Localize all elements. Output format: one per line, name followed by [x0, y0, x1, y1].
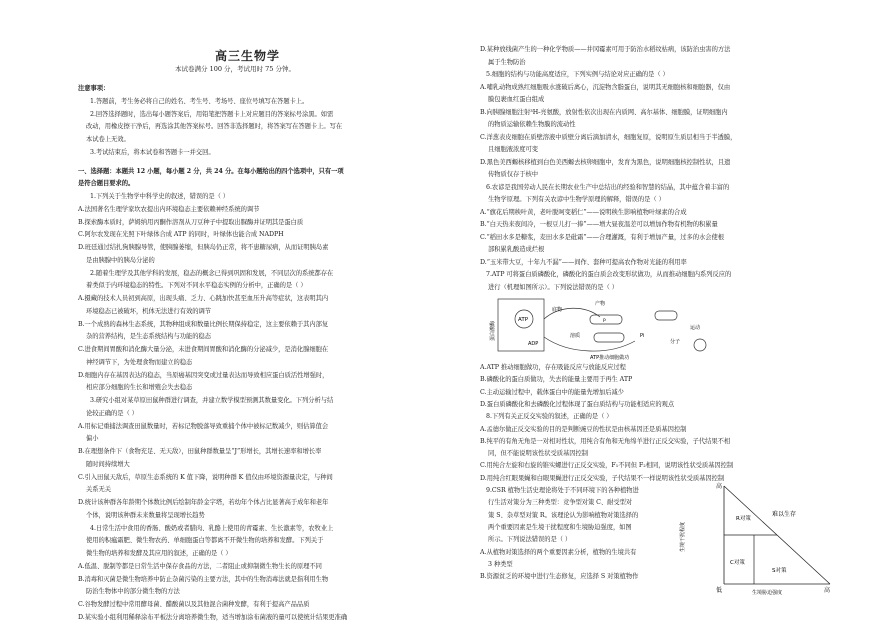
- label-high-right: 高: [824, 587, 831, 594]
- right-lines-line: 6.农谚是我国劳动人民在长期农业生产中总结出的经验和智慧的结晶，其中蕴含着丰富的: [486, 183, 730, 191]
- left-lines-line: D.统计该种群各年龄期个体数比例后绘制年龄金字塔，若幼年个体占比显著高于成年和老年: [78, 499, 329, 506]
- right-lines-line: 9.CSR 植物生活史理论将处于不同环境下的各种植物进: [486, 487, 639, 494]
- right-lines-line: 属于生物防治: [488, 58, 526, 66]
- left-lines-line: 着类似于内环境稳态的特性。下列对不同水平稳态实例的分析中，正确的是（ ）: [86, 282, 307, 290]
- left-lines-line: A.法国著名生理学家坎农提出内环境稳态主要依赖神经系统的调节: [78, 205, 260, 213]
- left-lines-line: B.在理想条件下（食物充足、无天敌），田鼠种群数量呈“J”形增长，其增长速率和增长率: [78, 448, 322, 455]
- left-lines-line: 本试卷上无效。: [86, 136, 130, 143]
- arrow-bottom: [544, 337, 635, 351]
- left-lines-line: B.一个成熟的森林生态系统，其物种组成和数量比例长期保持稳定，这主要依赖于其内部复: [78, 320, 329, 328]
- left-lines-line: A.低温、脱制等都是日常生活中保存食品的方法，二者阻止或抑制微生物生长的原理不同: [78, 562, 322, 570]
- right-lines-line: 两个重要因素是生境干扰程度和生境胁迫强度，如图: [488, 523, 632, 531]
- right-lines-line: C.“稻田水多是糖浆，麦田水多是砒霜”——合理灌溉，有利于增加产量，过多的水会使根: [480, 233, 724, 241]
- right-lines-line: D.“玉米带大豆，十年九不漏”——间作、套种可提高农作物对光能的利用率: [480, 258, 687, 266]
- left-lines-line: C.引入田鼠天敌后，草原生态系统的 K 值下降，说明种群 K 值仅由环境资源量决定，与种间: [78, 473, 333, 481]
- right-lines-line: 的物质运输依赖生物膜的流动性: [488, 121, 576, 128]
- right-lines-line: 同，但不能说明该性状受质基因控制: [488, 450, 588, 458]
- right-lines-line: A.ATP 推动细胞做功，存在吸能反应与放能反应过程: [480, 364, 626, 371]
- label-molecule: 分子: [670, 339, 681, 345]
- right-lines-line: D.用纯合红眼果蝇和白眼果蝇进行正反交实验，子代结果不一样说明该性状受质基因控制: [480, 474, 725, 482]
- left-lines-line: 偏小: [86, 435, 99, 443]
- motor-protein: [655, 311, 677, 320]
- right-lines-line: B.纯平的有角无角是一对相对性状，用纯合有角和无角绵羊进行正反交实验，子代结果不相: [480, 437, 731, 445]
- right-lines-line: 策 S、杂草型对策 R。该理论认为影响植物对策选择的: [488, 511, 639, 519]
- right-lines-line: A.哺乳动物成熟红细胞吸水涨破后离心，沉淀物含脂蛋白，说明其无细胞核和细胞器，仅由: [480, 83, 731, 91]
- right-lines-line: C.主动运输过程中，载体蛋白中的能量先增加后减少: [480, 388, 624, 396]
- label-r: R对策: [736, 516, 751, 522]
- left-lines-line: 1.答题前，考生务必将自己的姓名、考生号、考场号、座位号填写在答题卡上。: [90, 97, 309, 105]
- left-lines-line: 使用的积瘟霜肥、微生物农药、单细胞蛋白等都离不开微生物的培养和发酵。下列关于: [86, 537, 324, 545]
- label-difficult: 难以生存: [772, 511, 797, 518]
- left-lines-line: 神经调节下，为处理食物而建立的稳态: [86, 358, 193, 366]
- label-adp: ADP: [528, 341, 539, 347]
- label-c: C对策: [730, 560, 745, 566]
- label-substrate: 底物: [552, 307, 563, 313]
- label-p1: P: [603, 319, 606, 324]
- left-lines-line: 3.研究小组对某草原田鼠种群进行调查，并建立数学模型预测其数量变化。下列分析与结: [90, 397, 334, 404]
- right-lines-line: B.磷酸化的蛋白质做功，失去的能量主要用于再生 ATP: [480, 376, 633, 384]
- csr-strategy-chart: [680, 480, 836, 598]
- right-lines-line: B.向胰腺细胞注射³H-亮氨酸，放射性依次出现在内质网、高尔基体、细胞膜，证明细胞内: [480, 108, 728, 116]
- right-lines-line: 且细胞液浓度可变: [488, 146, 538, 153]
- left-lines-line: C.谷物发酵过程中常用酵母菌、醋酸菌以及其他混合菌种发酵，有利于提高产品品质: [78, 601, 310, 608]
- right-lines-line: A.“旗花后期秧叶黄，老叶脱呵变稻仁”——说明秧生影响植物叶绿素的合成: [480, 208, 687, 216]
- label-high-top: 高: [716, 483, 723, 490]
- right-lines-line: 8.下列有关正反交实验的叙述，正确的是（ ）: [486, 413, 613, 421]
- left-lines-line: C.阿尔农发现在光照下叶绿体合成 ATP 的同时，叶绿体也能合成 NADPH: [78, 231, 284, 239]
- left-lines-line: D.某实验小组利用稀释涂布平板法分离培养微生物，适当增加涂布菌液的量可以使统计结果更准确: [78, 613, 348, 621]
- right-lines-line: D.某种放线菌产生的一种化学物质——井冈霉素可用于防治水稻纹枯病，该防治虫害的方法: [480, 46, 731, 53]
- y-axis-label: 生境干扰程度: [680, 521, 686, 552]
- right-lines-line: B.资源贫乏的环境中进行生态修复，应选择 S 对策植物作: [480, 573, 639, 581]
- right-lines-line: 进行（机理如图所示）。下列说法错误的是（ ）: [488, 283, 618, 291]
- x-axis-label: 生境胁迫强度: [752, 590, 783, 596]
- protein-shape-1: [590, 315, 622, 324]
- left-lines-line: D.细胞内存在基因表达的稳态，当原癌基因突变或过量表达而导致相应蛋白质活性增强时，: [78, 371, 329, 379]
- left-lines-line: 4.日常生活中食用的香肠、酸奶或者腊肉、乳酪上使用的青霉素、生长激素等，农牧业上: [90, 524, 334, 532]
- label-solute: 溶质: [570, 333, 581, 339]
- left-lines-line: 是由胰腺中的胰岛分泌的: [86, 256, 155, 264]
- left-lines-line: D.班廷通过结扎狗胰腺导管，使胰腺萎缩，但胰岛仍正常，将不患糖尿病，从而证明胰岛素: [78, 244, 329, 251]
- left-lines-line: 2.随着生理学及其他学科的发展，稳态的概念已得到巩固和发展，不同层次的系统都存在: [90, 269, 334, 277]
- left-lines-line: 微生物的培养和发酵及其应用的叙述，正确的是（ ）: [86, 550, 232, 557]
- left-lines-line: 相应部分细胞的生长和增殖会失去稳态: [86, 384, 193, 392]
- molecule-circle: [694, 339, 706, 351]
- left-lines-line: 是符合题目要求的。: [78, 180, 135, 188]
- right-lines-line: D.蛋白质磷酸化和去磷酸化过程体现了蛋白质结构与功能相适应的观点: [480, 400, 675, 408]
- exam-title: 高三生物学: [215, 49, 281, 63]
- exam-subtitle: 本试卷满分 100 分，考试用时 75 分钟。: [175, 65, 295, 73]
- left-lines-line: 随时间持续增大: [86, 460, 130, 468]
- right-lines-line: 传物质仅存于核中: [488, 171, 538, 178]
- label-kinase: 蛋白激酶: [490, 320, 496, 341]
- left-lines-line: 1.下列关于生物学中科学史的叙述，错误的是（ ）: [90, 193, 230, 200]
- left-lines-line: 2.回答选择题时，选出每小题答案后，用铅笔把答题卡上对应题目的答案标号涂黑。如需: [90, 110, 334, 118]
- left-lines-line: B.探索酶本质时，萨姆纳用丙酮作溶剂从刀豆种子中提取出脲酶并证明其是蛋白质: [78, 218, 304, 226]
- right-lines-line: C.用纯合左旋和右旋的锥实螺进行正反交实验，F₁不同但 F₂相同，说明该性状受质基因控制: [480, 462, 734, 470]
- left-lines-line: A.用标记重捕法调查田鼠数量时，若标记物脱落导致重捕个体中被标记数减少，则估算值会: [78, 422, 329, 430]
- right-lines-line: A.孟德尔做正反交实验的目的是判断豌豆的性状是由核基因还是质基因控制: [480, 425, 687, 433]
- right-lines-line: 7.ATP 可将蛋白质磷酸化，磷酸化的蛋白质会改变形状做功，从而推动细胞内系列反应的: [486, 271, 732, 278]
- right-lines-line: 生物学原理。下列有关农谚中生物学原理的解释，错误的是（ ）: [488, 196, 665, 203]
- label-motor: 运动: [690, 325, 701, 331]
- left-lines-line: 论较正确的是（ ）: [86, 409, 138, 417]
- right-lines-line: 部积累乳酸造成烂根: [488, 246, 545, 253]
- left-lines-line: 个体，说明该种群未来数量将呈现增长趋势: [86, 511, 205, 519]
- left-lines-line: 改动，用橡皮擦干净后，再选涂其他答案标号。回答非选择题时，将答案写在答题卡上。写在: [86, 123, 343, 131]
- label-pi: Pi: [640, 333, 645, 339]
- label-product: 产物: [595, 301, 606, 307]
- left-lines-line: B.消毒和灭菌是微生物培养中防止杂菌污染的主要方法，其中的生物消毒法就是指利用生物: [78, 575, 329, 583]
- right-lines-line: 5.细胞的结构与功能高度适应，下列实例与结论对应正确的是（ ）: [486, 71, 669, 78]
- right-lines-line: 行生活对策分为三种类型：竞争型对策 C、耐受型对: [488, 499, 633, 507]
- atp-caption: ATP推动细胞做功: [590, 355, 630, 361]
- label-s: S对策: [772, 568, 787, 574]
- atp-work-diagram: [490, 297, 750, 362]
- right-lines-line: C.洋葱表皮细胞在质壁溶液中质壁分离后滴加清水，细胞复原，说明原生质层相当于半透膜，: [480, 133, 737, 141]
- left-lines-line: 关系无关: [86, 486, 111, 494]
- right-lines-line: D.黑色美西螈核移植到白色美西螈去核卵细胞中，发育为黑色，说明细胞核控制性状，且遗: [480, 158, 731, 166]
- left-lines-line: 防治生物体中的部分微生物的方法: [86, 588, 180, 596]
- left-lines-line: C.进食期间胃酸和消化酶大量分泌，未进食期间胃酸和消化酶的分泌减少，是消化腺细胞在: [78, 346, 329, 353]
- right-lines-line: A.从植物对策选择的两个重要因素分析，植物的生境共有: [480, 548, 637, 556]
- right-lines-line: 膜包裹血红蛋白组成: [488, 96, 545, 103]
- left-lines-line: 一、选择题：本题共 12 小题，每小题 2 分，共 24 分。在每小题给出的四个选项中，只有一项: [78, 167, 344, 175]
- left-lines-line: 环境稳态已被破坏，机体无法进行有效的调节: [86, 307, 211, 315]
- left-lines-line: 注意事项：: [78, 85, 110, 92]
- protein-shape-2: [594, 333, 624, 342]
- right-lines-line: B.“白天热来夜间冷，一根豆儿打一捧”——增大昼夜温差可以增加作物有机物的积累量: [480, 221, 718, 228]
- left-lines-line: A.摄藏的技术人员初到高原，出现头痛、乏力、心跳加快甚至血压升高等症状，这表明其内: [78, 295, 329, 302]
- label-low: 低: [716, 587, 723, 594]
- right-lines-line: 3 种类型: [488, 560, 513, 568]
- left-lines-line: 杂的营养结构，是生态系统结构与功能的稳态: [86, 333, 211, 341]
- right-lines-line: 所示。下列说法错误的是（ ）: [488, 536, 572, 544]
- label-atp: ATP: [518, 317, 529, 323]
- left-lines-line: 3.考试结束后，将本试卷和答题卡一并交回。: [90, 148, 215, 156]
